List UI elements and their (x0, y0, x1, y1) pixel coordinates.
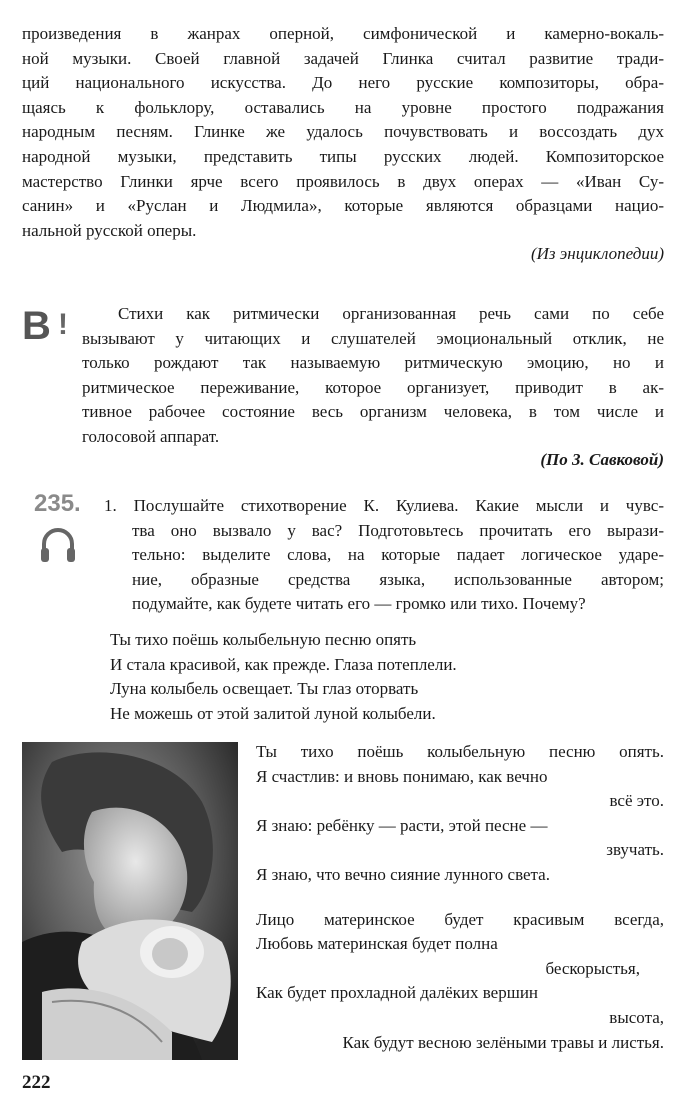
exercise-task (104, 494, 664, 617)
paragraph-line: ций национального искусства. До него русские композиторы, обра- (22, 73, 664, 93)
paragraph-line: нальной русской оперы. (22, 220, 197, 240)
v-block-icon (22, 306, 82, 346)
poem-line: Любовь материнская будет полна (256, 934, 498, 954)
poem-line: И стала красивой, как прежде. Глаза потеплели. (110, 654, 457, 674)
paragraph-line: щаясь к фольклору, оставались на уровне простого подражания (22, 97, 664, 117)
source-savkova: (По 3. Савковой) (540, 450, 664, 469)
task-line: 1. Послушайте стихотворение К. Кулиева. Какие мысли и чувс- (104, 496, 664, 515)
paragraph-line: произведения в жанрах оперной, симфонической и камерно-вокаль- (22, 24, 664, 43)
paragraph-line: мастерство Глинки ярче всего проявилось в двух операх — «Иван Су- (22, 171, 664, 191)
task-line: ние, образные средства языка, использованные автором; (132, 569, 664, 589)
poem-line: Ты тихо поёшь колыбельную песню опять (110, 630, 417, 649)
poem-line: звучать. (606, 840, 664, 860)
mother-and-baby-image (22, 742, 238, 1060)
headphones-icon (38, 522, 78, 566)
poem-quatrain (110, 628, 457, 726)
paragraph-line: только рождают так называемую ритмическую эмоцию, но и (82, 353, 664, 373)
poem-main (256, 740, 664, 1055)
task-line: подумайте, как будете читать его — громко или тихо. Почему? (132, 594, 586, 614)
poem-line: Я знаю: ребёнку — расти, этой песне — (256, 815, 548, 835)
poem-line: высота, (609, 1007, 664, 1027)
paragraph-line: народной музыки, представить типы русских людей. Композиторское (22, 146, 664, 166)
paragraph-line: ной музыки. Своей главной задачей Глинка считал развитие тради- (22, 48, 664, 68)
poem-line: Луна колыбель освещает. Ты глаз оторвать (110, 679, 419, 699)
encyclopedia-paragraph (22, 22, 664, 243)
poem-line: Не можешь от этой залитой луной колыбели. (110, 703, 436, 723)
paragraph-line: Стихи как ритмически организованная речь сами по себе (118, 304, 664, 323)
paragraph-line: народным песням. Глинке же удалось почувствовать и воссоздать дух (22, 122, 664, 142)
poem-line: всё это. (609, 791, 664, 811)
mother-and-baby-illustration (22, 742, 238, 1060)
poem-line: Я счастлив: и вновь понимаю, как вечно (256, 766, 548, 786)
source-encyclopedia: (Из энциклопедии) (530, 244, 664, 263)
page-number: 222 (22, 1072, 51, 1093)
paragraph-line: голосовой аппарат. (82, 426, 220, 446)
savkova-paragraph (82, 302, 664, 450)
task-line: тельно: выделите слова, на которые падает логическое ударе- (132, 545, 664, 565)
stanza-gap (256, 888, 664, 908)
v-letter-icon: В (22, 304, 49, 348)
paragraph-line: санин» и «Руслан и Людмила», которые являются образцами нацио- (22, 196, 664, 216)
exercise-number: 235. (34, 490, 81, 517)
poem-line: Как будет прохладной далёких вершин (256, 983, 539, 1003)
paragraph-line: тивное рабочее состояние весь организм человека, в том числе и (82, 402, 664, 422)
paragraph-line: ритмическое переживание, которое организует, приводит в ак- (82, 377, 664, 397)
task-line: тва оно вызвало у вас? Подготовьтесь прочитать его вырази- (132, 520, 664, 540)
poem-line: бескорыстья, (545, 958, 640, 978)
poem-line: Как будут весною зелёными травы и листья. (342, 1032, 664, 1052)
paragraph-line: вызывают у читающих и слушателей эмоциональный отклик, не (82, 328, 664, 348)
poem-line: Лицо материнское будет красивым всегда, (256, 909, 664, 929)
exclamation-icon: ! (58, 308, 68, 341)
poem-line: Ты тихо поёшь колыбельную песню опять. (256, 742, 664, 761)
poem-line: Я знаю, что вечно сияние лунного света. (256, 864, 550, 884)
